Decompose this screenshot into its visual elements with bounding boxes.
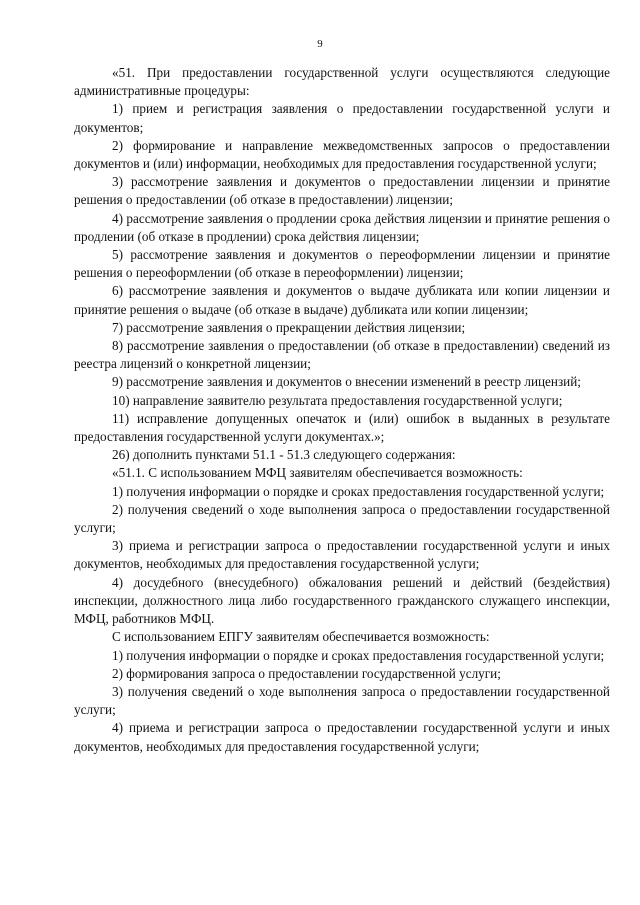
paragraph: 3) получения сведений о ходе выполнения запроса о предоставлении государственной услуги; xyxy=(74,683,610,718)
paragraph: 1) получения информации о порядке и сроках предоставления государственной услуги; xyxy=(112,483,605,499)
paragraph: 7) рассмотрение заявления о прекращении действия лицензии; xyxy=(112,319,466,335)
paragraph: 9) рассмотрение заявления и документов о внесении изменений в реестр лицензий; xyxy=(112,374,581,390)
paragraph: 1) получения информации о порядке и сроках предоставления государственной услуги; xyxy=(112,647,605,663)
document-body xyxy=(74,64,610,756)
paragraph: С использованием ЕПГУ заявителям обеспечивается возможность: xyxy=(112,629,490,645)
paragraph: 4) приема и регистрации запроса о предоставлении государственной услуги и иных документов, необходимых для предоставления государственной услуги; xyxy=(74,720,610,754)
paragraph: 8) рассмотрение заявления о предоставлении (об отказе в предоставлении) сведений из реестра лицензий о конкретной лицензии; xyxy=(74,338,610,372)
paragraph: 2) формирование и направление межведомственных запросов о предоставлении документов и (или) информации, необходимых для предоставления государственной услуги; xyxy=(74,137,610,172)
paragraph: 4) рассмотрение заявления о продлении срока действия лицензии и принятие решения о продлении (об отказе в продлении) срока действия лицензии; xyxy=(74,210,610,244)
paragraph: 10) направление заявителю результата предоставления государственной услуги; xyxy=(112,392,563,408)
paragraph: «51.1. С использованием МФЦ заявителям обеспечивается возможность: xyxy=(112,465,523,481)
paragraph: 1) прием и регистрация заявления о предоставлении государственной услуги и документов; xyxy=(74,101,610,135)
paragraph: 4) досудебного (внесудебного) обжалования решений и действий (бездействия) инспекции, должностного лица либо государственного гражданского служащего инспекции, МФЦ, работников МФЦ. xyxy=(74,574,610,627)
paragraph: 3) рассмотрение заявления и документов о предоставлении лицензии и принятие решения о предоставлении (об отказе в предоставлении) лицензии; xyxy=(74,174,610,208)
paragraph: 2) формирования запроса о предоставлении государственной услуги; xyxy=(112,665,501,681)
paragraph: 5) рассмотрение заявления и документов о переоформлении лицензии и принятие решения о переоформлении (об отказе в переоформлении) лицензии; xyxy=(74,247,610,281)
paragraph: 2) получения сведений о ходе выполнения запроса о предоставлении государственной услуги; xyxy=(74,501,610,536)
paragraph: 3) приема и регистрации запроса о предоставлении государственной услуги и иных документов, необходимых для предоставления государственной услуги; xyxy=(74,538,610,572)
paragraph: 6) рассмотрение заявления и документов о выдаче дубликата или копии лицензии и принятие решения о выдаче (об отказе в выдаче) дубликата или копии лицензии; xyxy=(74,283,610,317)
paragraph: «51. При предоставлении государственной услуги осуществляются следующие административные процедуры: xyxy=(74,65,610,99)
paragraph: 26) дополнить пунктами 51.1 - 51.3 следующего содержания: xyxy=(112,447,456,463)
page-number: 9 xyxy=(317,38,323,50)
paragraph: 11) исправление допущенных опечаток и (или) ошибок в выданных в результате предоставления государственной услуги документах.»; xyxy=(74,410,610,445)
